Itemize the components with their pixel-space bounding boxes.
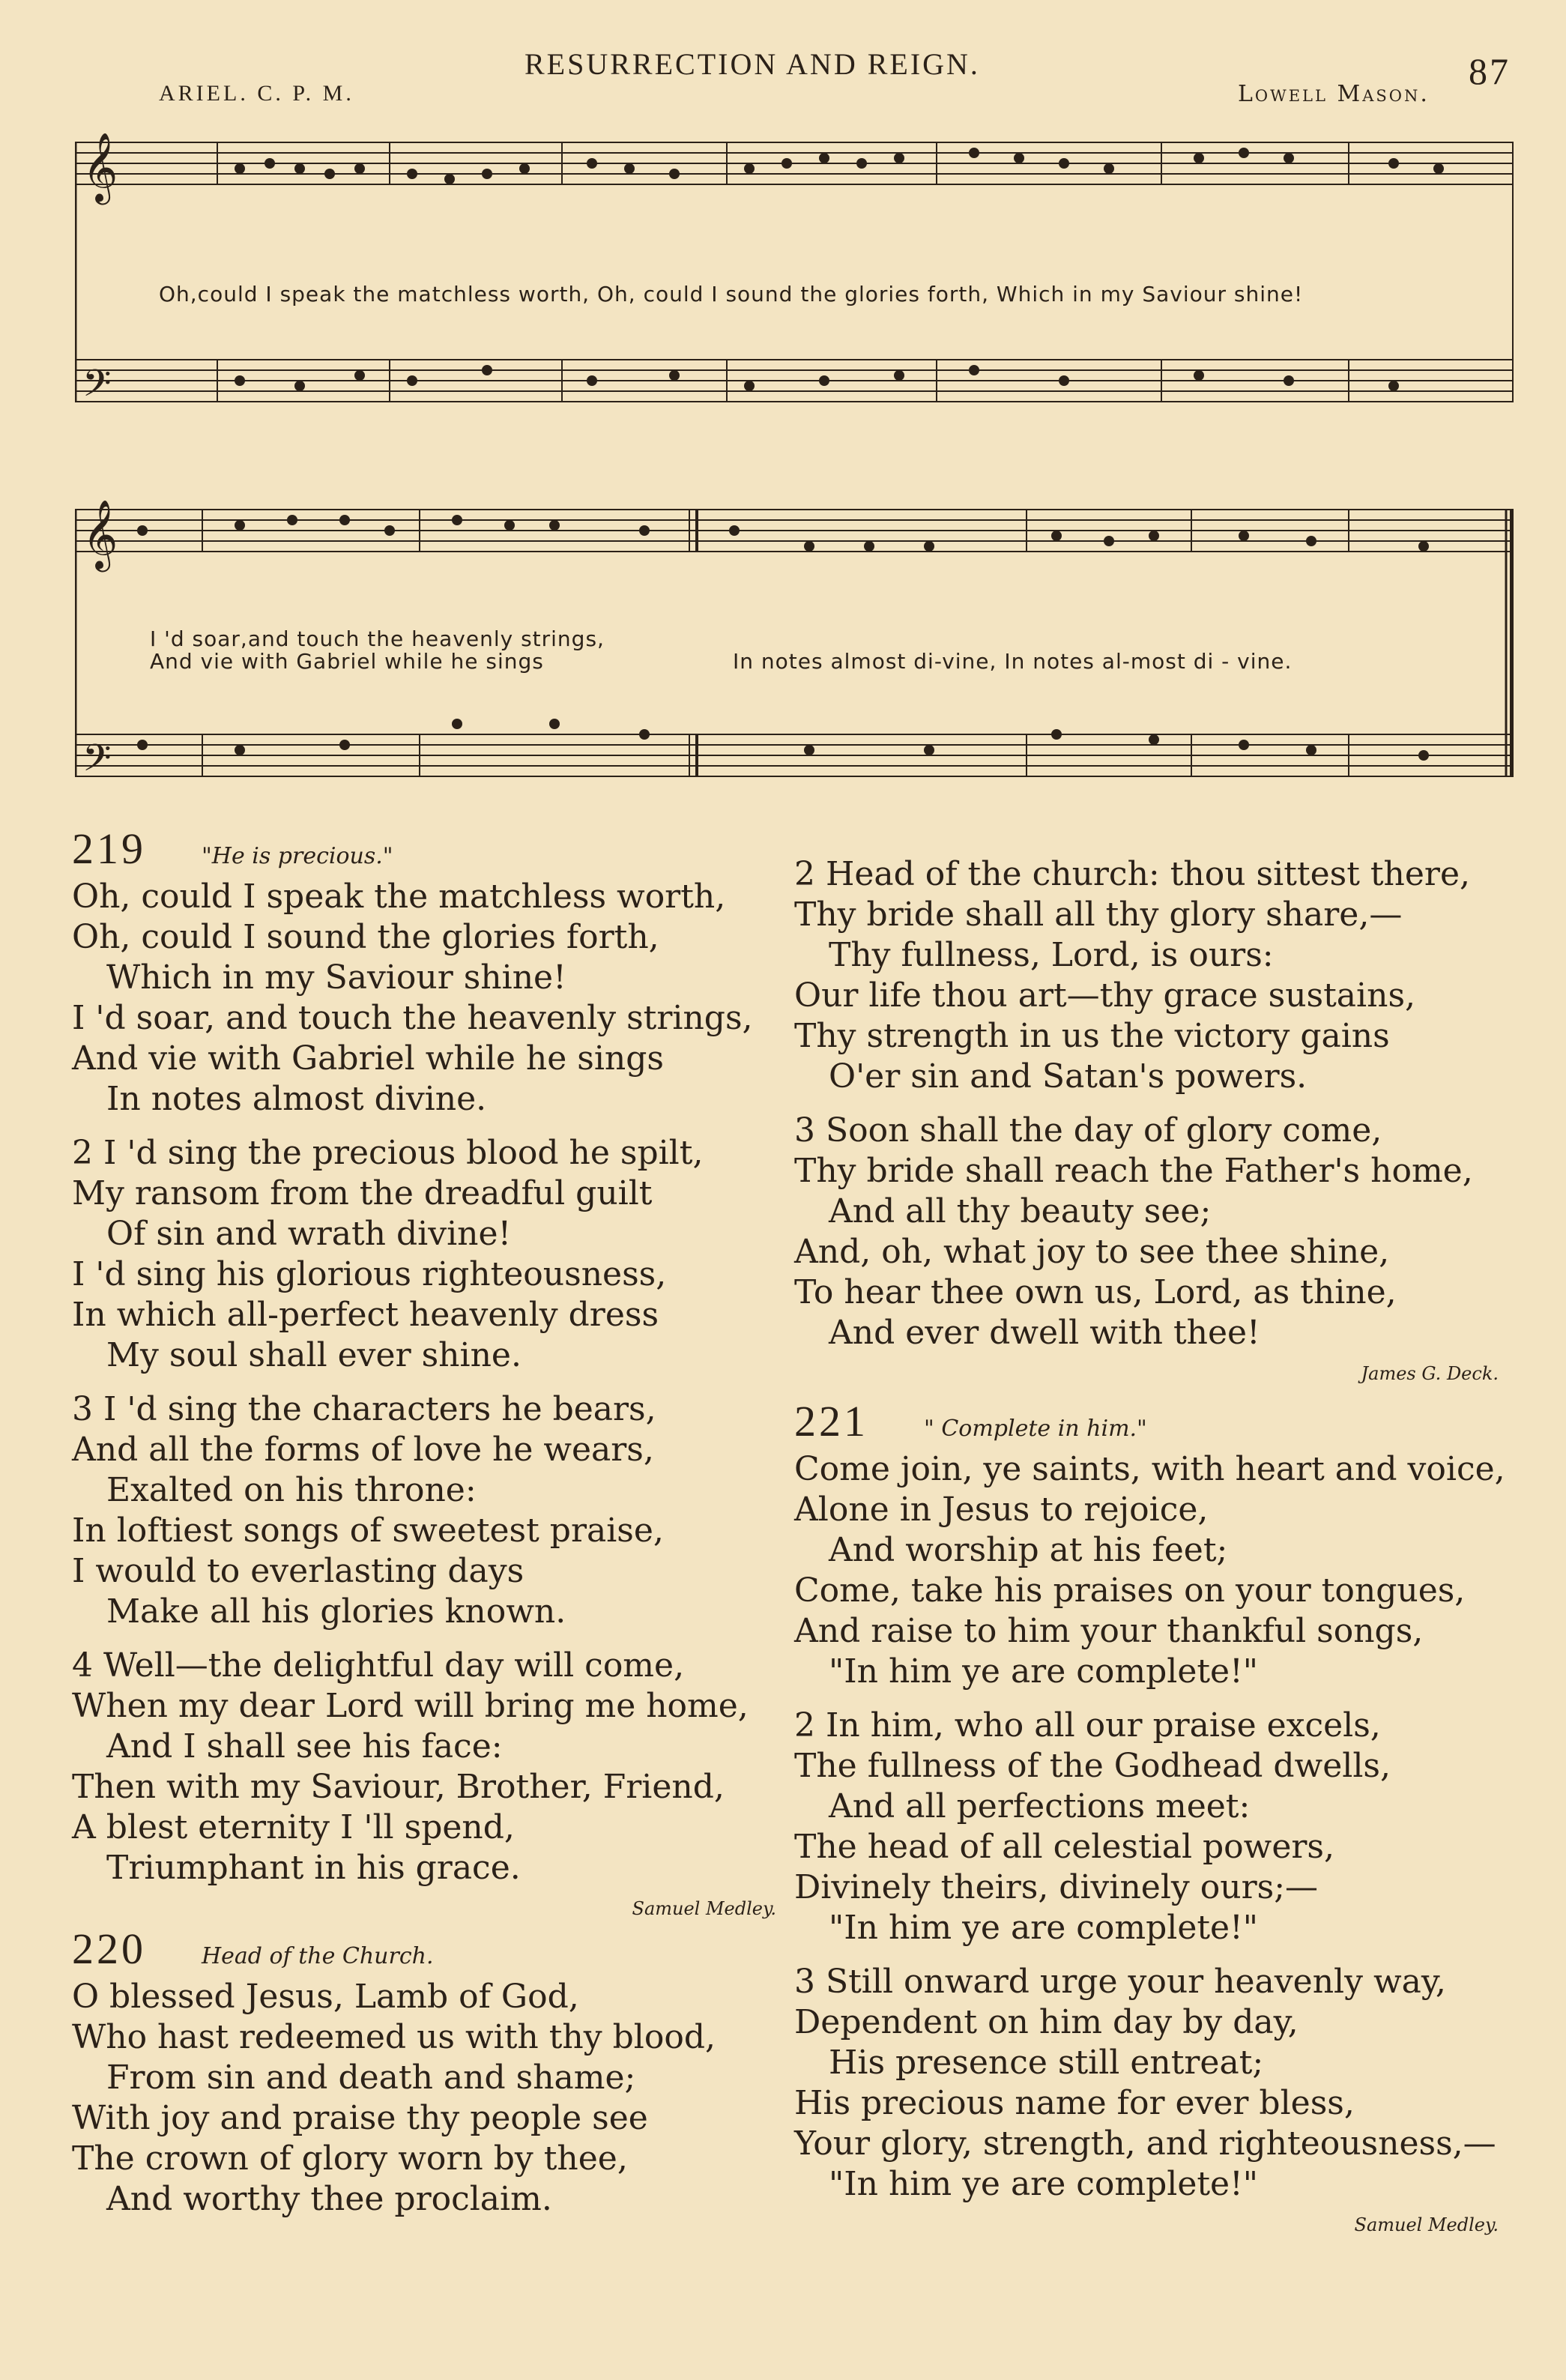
stanza-4 <box>72 1646 776 1888</box>
hymn-author: James G. Deck. <box>1361 1363 1499 1384</box>
verse-line: Come, take his praises on your tongues, <box>794 1571 1466 1610</box>
hymn-220-stanza-2 <box>794 854 1499 1097</box>
verse-line: And worthy thee proclaim. <box>106 2180 552 2218</box>
verse-line: 2 In him, who all our praise excels, <box>794 1706 1381 1745</box>
verse-line: I 'd soar, and touch the heavenly strings, <box>72 999 753 1037</box>
verse-line: Who hast redeemed us with thy blood, <box>72 2018 716 2056</box>
hymn-heading <box>72 824 776 877</box>
verse-line: 3 I 'd sing the characters he bears, <box>72 1390 656 1428</box>
hymn-220 <box>72 1924 776 2220</box>
verse-line: His precious name for ever bless, <box>794 2084 1355 2122</box>
hymn-number: 219 <box>72 824 146 873</box>
verse-line: And worship at his feet; <box>829 1531 1228 1569</box>
verse-line: Thy bride shall all thy glory share,— <box>794 895 1403 934</box>
verse-line: 3 Soon shall the day of glory come, <box>794 1111 1382 1150</box>
verse-line: "In him ye are complete!" <box>829 1652 1259 1691</box>
verse-line: "In him ye are complete!" <box>829 1909 1259 1947</box>
hymn-author: Samuel Medley. <box>632 1898 776 1919</box>
stanza-3 <box>72 1389 776 1632</box>
score-lyrics-line-2a: I 'd soar,and touch the heavenly strings, <box>150 626 605 651</box>
verse-line: My soul shall ever shine. <box>106 1336 522 1374</box>
verse-line: A blest eternity I 'll spend, <box>72 1808 515 1846</box>
verse-line: Dependent on him day by day, <box>794 2003 1299 2041</box>
hymn-author: Samuel Medley. <box>1354 2214 1499 2235</box>
stanza-1 <box>72 1977 776 2220</box>
hymn-221 <box>794 1397 1505 2245</box>
stanza-3 <box>794 1962 1499 2205</box>
hymn-subtitle: Head of the Church. <box>202 1943 434 1969</box>
verse-line: From sin and death and shame; <box>106 2059 636 2097</box>
hymn-number: 221 <box>794 1397 868 1446</box>
verse-line: Of sin and wrath divine! <box>106 1215 512 1253</box>
verse-line: O blessed Jesus, Lamb of God, <box>72 1978 579 2016</box>
verse-line: "In him ye are complete!" <box>829 2165 1259 2203</box>
verse-line: And ever dwell with thee! <box>829 1314 1260 1352</box>
verse-line: Your glory, strength, and righteousness,— <box>794 2124 1496 2163</box>
verse-line: O'er sin and Satan's powers. <box>829 1057 1307 1096</box>
verse-line: When my dear Lord will bring me home, <box>72 1687 749 1725</box>
verse-line: I would to everlasting days <box>72 1552 524 1590</box>
verse-line: Make all his glories known. <box>106 1592 566 1631</box>
page-number: 87 <box>1469 50 1511 92</box>
verse-line: And all perfections meet: <box>829 1787 1251 1825</box>
verse-line: Exalted on his throne: <box>106 1471 477 1509</box>
tune-name: ARIEL. C. P. M. <box>159 81 354 106</box>
verse-line: The fullness of the Godhead dwells, <box>794 1747 1391 1785</box>
hymn-number: 220 <box>72 1924 146 1973</box>
verse-line: To hear thee own us, Lord, as thine, <box>794 1273 1397 1311</box>
verse-line: Thy bride shall reach the Father's home, <box>794 1152 1473 1190</box>
svg-text:𝄞: 𝄞 <box>82 132 118 202</box>
running-title: RESURRECTION AND REIGN. <box>524 47 980 81</box>
verse-line: Oh, could I speak the matchless worth, <box>72 878 726 916</box>
verse-line: 3 Still onward urge your heavenly way, <box>794 1963 1446 2001</box>
verse-line: Which in my Saviour shine! <box>106 958 566 997</box>
verse-line: And I shall see his face: <box>106 1727 503 1766</box>
verse-line: And raise to him your thankful songs, <box>794 1612 1424 1650</box>
verse-line: Triumphant in his grace. <box>106 1849 521 1887</box>
verse-line: In which all-perfect heavenly dress <box>72 1296 659 1334</box>
left-column <box>72 824 776 2233</box>
verse-line: Our life thou art—thy grace sustains, <box>794 976 1416 1015</box>
verse-line: In notes almost divine. <box>106 1080 487 1118</box>
verse-line: In loftiest songs of sweetest praise, <box>72 1511 664 1550</box>
svg-text:𝄢: 𝄢 <box>82 362 112 414</box>
verse-line: 4 Well—the delightful day will come, <box>72 1646 685 1685</box>
verse-line: And vie with Gabriel while he sings <box>72 1039 664 1078</box>
verse-line: And, oh, what joy to see thee shine, <box>794 1233 1390 1271</box>
stanza-1 <box>72 877 776 1120</box>
score-lyrics-line-2c: In notes almost di-vine, In notes al-most di - vine. <box>733 649 1293 674</box>
score-lyrics-line-1: Oh,could I speak the matchless worth, Oh, could I sound the glories forth, Which in my Saviour shine! <box>159 282 1304 306</box>
verse-line: Divinely theirs, divinely ours;— <box>794 1868 1319 1906</box>
verse-line: Thy strength in us the victory gains <box>794 1017 1390 1055</box>
verse-line: Oh, could I sound the glories forth, <box>72 918 659 956</box>
composer-credit: Lowell Mason. <box>1238 81 1430 107</box>
stanza-1 <box>794 1449 1505 1692</box>
hymn-220-stanza-3 <box>794 1111 1499 1353</box>
verse-line: Then with my Saviour, Brother, Friend, <box>72 1768 725 1806</box>
verse-line: And all thy beauty see; <box>829 1192 1212 1230</box>
hymn-subtitle: " Complete in him." <box>924 1416 1147 1442</box>
right-column <box>794 854 1505 2245</box>
hymn-subtitle: "He is precious." <box>202 843 393 869</box>
verse-line: With joy and praise thy people see <box>72 2099 648 2137</box>
verse-line: 2 I 'd sing the precious blood he spilt, <box>72 1134 704 1172</box>
verse-line: And all the forms of love he wears, <box>72 1431 654 1469</box>
verse-line: The head of all celestial powers, <box>794 1828 1334 1866</box>
verse-line: 2 Head of the church: thou sittest there, <box>794 855 1470 893</box>
hymn-219 <box>72 824 776 1929</box>
verse-line: My ransom from the dreadful guilt <box>72 1174 653 1212</box>
verse-line: Come join, ye saints, with heart and voice, <box>794 1450 1505 1488</box>
verse-line: The crown of glory worn by thee, <box>72 2139 628 2178</box>
verse-line: Alone in Jesus to rejoice, <box>794 1490 1209 1529</box>
stanza-2 <box>794 1706 1499 1948</box>
score-lyrics-line-2b: And vie with Gabriel while he sings <box>150 649 544 674</box>
svg-text:𝄢: 𝄢 <box>82 737 112 789</box>
verse-line: His presence still entreat; <box>829 2044 1264 2082</box>
hymn-heading <box>72 1924 776 1977</box>
svg-text:𝄞: 𝄞 <box>82 499 118 569</box>
hymn-heading <box>794 1397 1499 1449</box>
verse-line: I 'd sing his glorious righteousness, <box>72 1255 667 1293</box>
verse-line: Thy fullness, Lord, is ours: <box>829 936 1274 974</box>
stanza-2 <box>72 1133 776 1376</box>
